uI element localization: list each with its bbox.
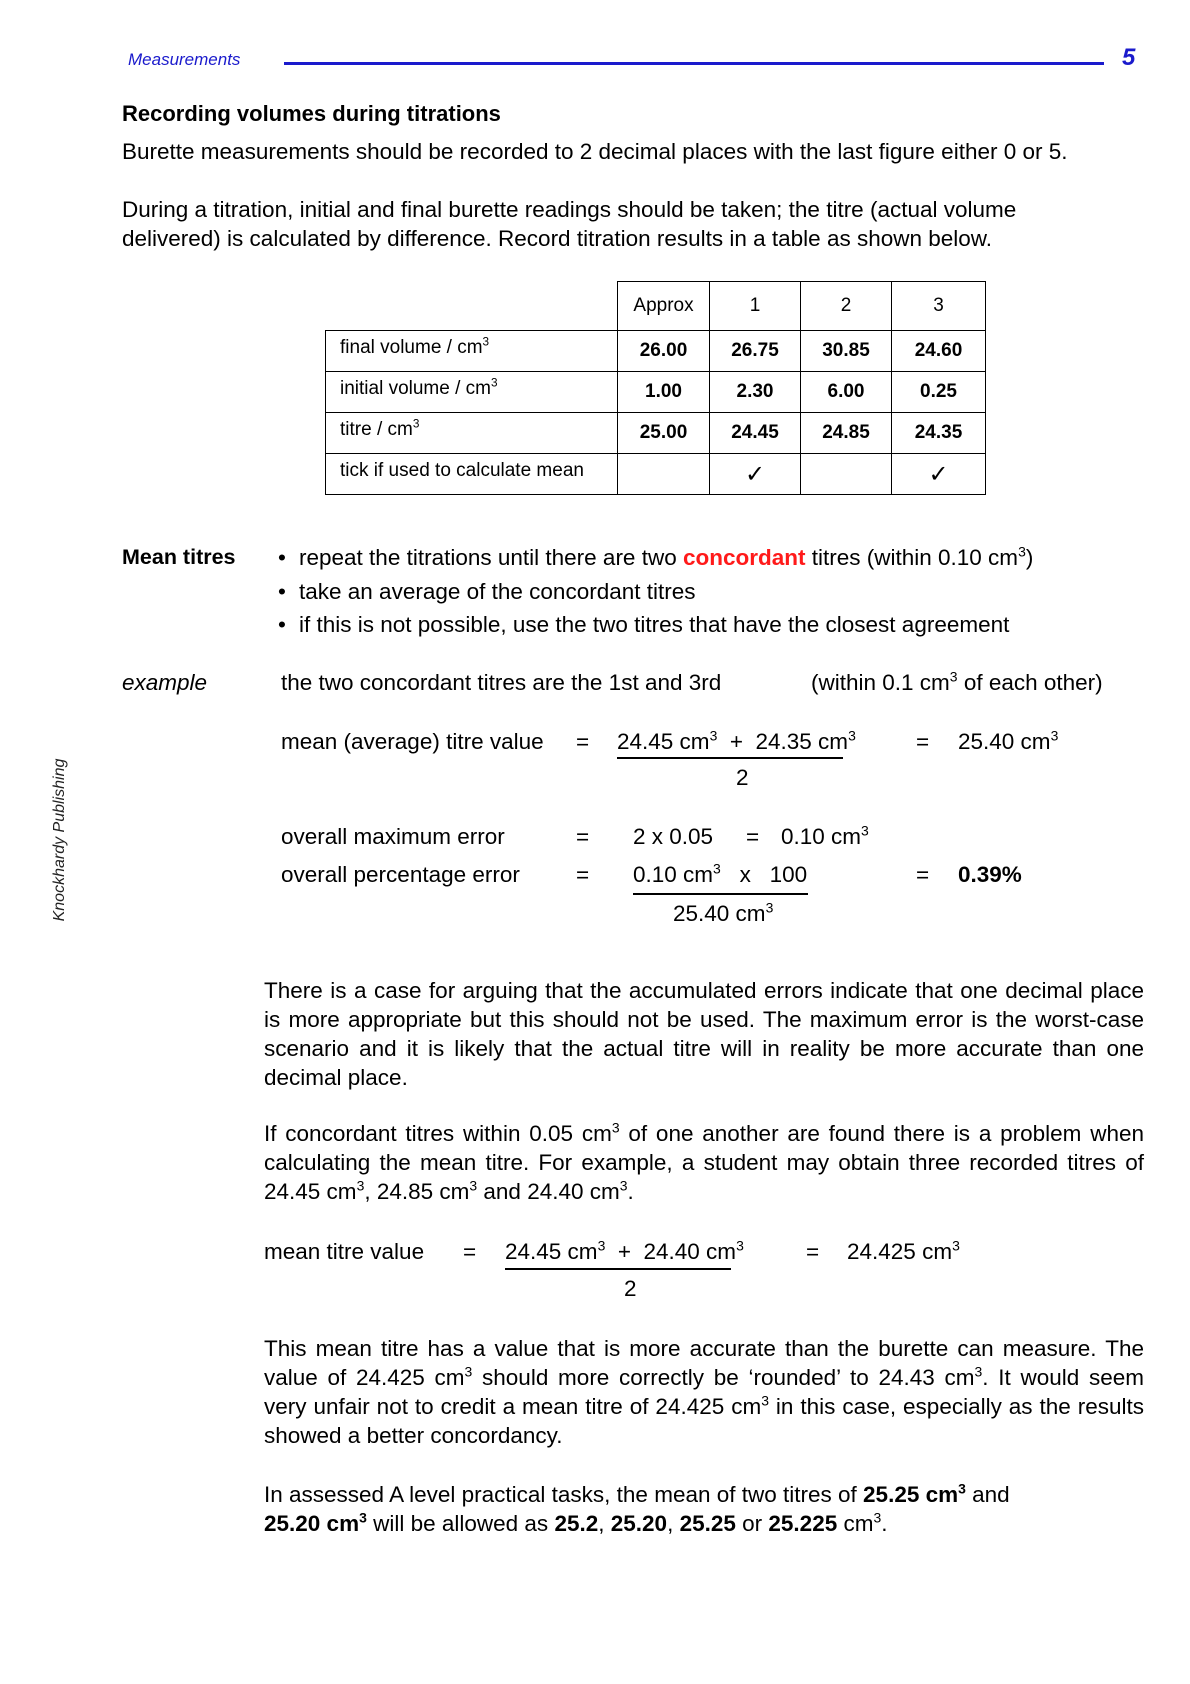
superscript: 3: [949, 668, 958, 685]
superscript: 3: [861, 822, 869, 839]
mean2-denominator: 2: [624, 1276, 637, 1301]
table-cell: 26.75: [710, 331, 801, 372]
row-label: [326, 372, 618, 413]
intro-paragraph-2-line-1: During a titration, initial and final burette readings should be taken; the titre (actual volume: [122, 197, 1017, 222]
superscript: 3: [464, 1363, 473, 1380]
max-error-value: [781, 822, 869, 851]
row-label-text: titre / cm: [340, 419, 413, 440]
superscript: 3: [873, 1509, 882, 1526]
text: In assessed A level practical tasks, the mean of two titres of: [264, 1482, 864, 1507]
text: 25.40 cm: [958, 729, 1051, 754]
bullet-item-3: if this is not possible, use the two titres that have the closest agreement: [299, 612, 1010, 637]
paragraph-assessed-line-2: [264, 1509, 888, 1538]
superscript: 3: [491, 376, 498, 390]
fraction-line: [617, 757, 843, 759]
table-cell: 26.00: [618, 331, 710, 372]
max-error-label: overall maximum error: [281, 824, 505, 849]
superscript: 3: [597, 1237, 606, 1254]
text: . It would seem very unfair not to credit a mean titre of 24.425 cm: [264, 1365, 1144, 1419]
mean-numerator: [617, 727, 856, 756]
mean-denominator: 2: [736, 765, 749, 790]
row-label: [326, 331, 618, 372]
row-label-text: initial volume / cm: [340, 378, 491, 399]
text: 0.10 cm: [633, 862, 714, 887]
text: of each other): [957, 670, 1103, 695]
table-row: [326, 372, 986, 413]
bold-value: 25.25: [679, 1511, 736, 1536]
pct-result: 0.39%: [958, 862, 1022, 887]
table-cell: 0.25: [892, 372, 986, 413]
pct-denominator: [673, 899, 773, 928]
table-cell: 30.85: [801, 331, 892, 372]
mean2-result: [847, 1237, 960, 1266]
equals-sign: =: [806, 1239, 820, 1264]
text: 0.10 cm: [781, 824, 862, 849]
table-cell: [801, 454, 892, 495]
header-rule: [284, 62, 1104, 65]
text: 25.40 cm: [673, 901, 766, 926]
text: repeat the titrations until there are two: [299, 545, 683, 570]
superscript: 3: [761, 1392, 769, 1409]
paragraph-errors: There is a case for arguing that the accumulated errors indicate that one decimal place is more appropriate but this should not be used. The maximum error is the worst-case scenario and it is likely that the actual titre will in reality be more accurate than one decimal place.: [264, 978, 1144, 1090]
column-header: 2: [801, 282, 892, 331]
example-label: example: [122, 670, 208, 695]
text: ,: [598, 1511, 611, 1536]
table-row: [326, 413, 986, 454]
fraction-line: [633, 893, 808, 895]
intro-paragraph-2-line-2: delivered) is calculated by difference. Record titration results in a table as shown below.: [122, 226, 993, 251]
superscript: 3: [974, 1363, 983, 1380]
example-note: [811, 668, 1103, 697]
text: or: [735, 1511, 769, 1536]
mean-titres-label: Mean titres: [122, 545, 236, 569]
column-header: Approx: [618, 282, 710, 331]
superscript: 3: [356, 1177, 365, 1194]
superscript: 3: [952, 1237, 960, 1254]
equals-sign: =: [463, 1239, 477, 1264]
superscript: 3: [958, 1480, 966, 1497]
bullet-item-1: [299, 543, 1033, 572]
text: 24.425 cm: [847, 1239, 953, 1264]
bold-value: 25.20: [610, 1511, 668, 1536]
superscript: 3: [469, 1177, 478, 1194]
equals-sign: =: [916, 729, 930, 754]
page-number: 5: [1122, 44, 1136, 71]
equals-sign: =: [576, 729, 590, 754]
titration-results-table: [325, 281, 986, 495]
text: in this case, especially as the results showed a better concordancy.: [264, 1394, 1144, 1448]
table-row: [326, 454, 986, 495]
bold-value: 25.225: [768, 1511, 838, 1536]
mean2-numerator: [505, 1237, 744, 1266]
pct-numerator: [633, 860, 807, 889]
equals-sign: =: [576, 862, 590, 887]
table-cell: 25.00: [618, 413, 710, 454]
text: 24.35 cm: [755, 729, 849, 754]
plus-sign: +: [729, 729, 743, 754]
table-cell: 1.00: [618, 372, 710, 413]
equals-sign: =: [746, 824, 760, 849]
table-header-row: [326, 282, 986, 331]
side-publisher-text: Knockhardy Publishing: [51, 758, 68, 922]
text: .: [627, 1179, 634, 1204]
row-label: [326, 413, 618, 454]
bold-value: 25.20 cm: [264, 1511, 360, 1536]
plus-sign: +: [617, 1239, 631, 1264]
text: If concordant titres within 0.05 cm: [264, 1121, 612, 1146]
text: 24.45 cm: [617, 729, 710, 754]
text: ,: [667, 1511, 680, 1536]
text: titres (within 0.10 cm: [805, 545, 1019, 570]
mean2-label: mean titre value: [264, 1239, 425, 1264]
table-cell: 24.35: [892, 413, 986, 454]
text: should more correctly be ‘rounded’ to 24.43 cm: [472, 1365, 975, 1390]
bold-value: 25.2: [554, 1511, 599, 1536]
table-cell: 24.45: [710, 413, 801, 454]
mean-label: mean (average) titre value: [281, 729, 544, 754]
max-error-calc: 2 x 0.05: [633, 824, 714, 849]
superscript: 3: [713, 860, 721, 877]
text: of one another are found there is a problem when calculating the mean titre. For example, a student may obtain three recorded titres of 24.45 cm: [264, 1121, 1145, 1204]
superscript: 3: [1018, 543, 1026, 560]
superscript: 3: [619, 1177, 628, 1194]
superscript: 3: [412, 417, 420, 431]
text: 24.40 cm: [643, 1239, 737, 1264]
superscript: 3: [1050, 727, 1059, 744]
paragraph-assessed-line-1: [264, 1480, 1010, 1509]
text: 100: [769, 862, 808, 887]
check-mark-icon: ✓: [710, 454, 801, 495]
superscript: 3: [709, 727, 718, 744]
text: and 24.40 cm: [477, 1179, 620, 1204]
equals-sign: =: [576, 824, 590, 849]
table-cell: 24.85: [801, 413, 892, 454]
text: This mean titre has a value that is more accurate than the burette can measure. The value of 24.425 cm: [264, 1336, 1144, 1390]
superscript: 3: [765, 899, 774, 916]
text: , 24.85 cm: [364, 1179, 470, 1204]
section-heading: Recording volumes during titrations: [122, 101, 501, 126]
text: will be allowed as: [366, 1511, 555, 1536]
column-header: 1: [710, 282, 801, 331]
row-label-text: final volume / cm: [340, 337, 483, 358]
equals-sign: =: [916, 862, 930, 887]
mean-result: [958, 727, 1058, 756]
superscript: 3: [611, 1119, 620, 1136]
fraction-line: [505, 1268, 731, 1270]
text: ): [1025, 545, 1034, 570]
table-row: [326, 331, 986, 372]
text: .: [881, 1511, 888, 1536]
table-cell: 24.60: [892, 331, 986, 372]
example-text: the two concordant titres are the 1st and 3rd: [281, 670, 722, 695]
text: cm: [837, 1511, 874, 1536]
concordant-keyword: concordant: [682, 545, 806, 570]
paragraph-concordant: [264, 1119, 1144, 1206]
table-corner-cell: [326, 282, 618, 331]
times-sign: x: [739, 862, 751, 887]
superscript: 3: [736, 1237, 744, 1254]
intro-paragraph-1: Burette measurements should be recorded to 2 decimal places with the last figure either 0 or 5.: [122, 139, 1068, 164]
pct-error-label: overall percentage error: [281, 862, 520, 887]
superscript: 3: [359, 1509, 367, 1526]
superscript: 3: [482, 335, 490, 349]
bold-value: 25.25 cm: [863, 1482, 959, 1507]
column-header: 3: [892, 282, 986, 331]
paragraph-accuracy: [264, 1334, 1144, 1450]
row-label: tick if used to calculate mean: [326, 454, 618, 495]
table-cell: 2.30: [710, 372, 801, 413]
superscript: 3: [848, 727, 856, 744]
header-title: Measurements: [128, 50, 241, 69]
text: (within 0.1 cm: [811, 670, 950, 695]
check-mark-icon: ✓: [892, 454, 986, 495]
bullet-icon: •: [278, 612, 286, 637]
table-cell: [618, 454, 710, 495]
bullet-item-2: take an average of the concordant titres: [299, 579, 696, 604]
text: and: [965, 1482, 1010, 1507]
text: 24.45 cm: [505, 1239, 598, 1264]
table-cell: 6.00: [801, 372, 892, 413]
bullet-icon: •: [278, 579, 286, 604]
bullet-icon: •: [278, 545, 286, 570]
